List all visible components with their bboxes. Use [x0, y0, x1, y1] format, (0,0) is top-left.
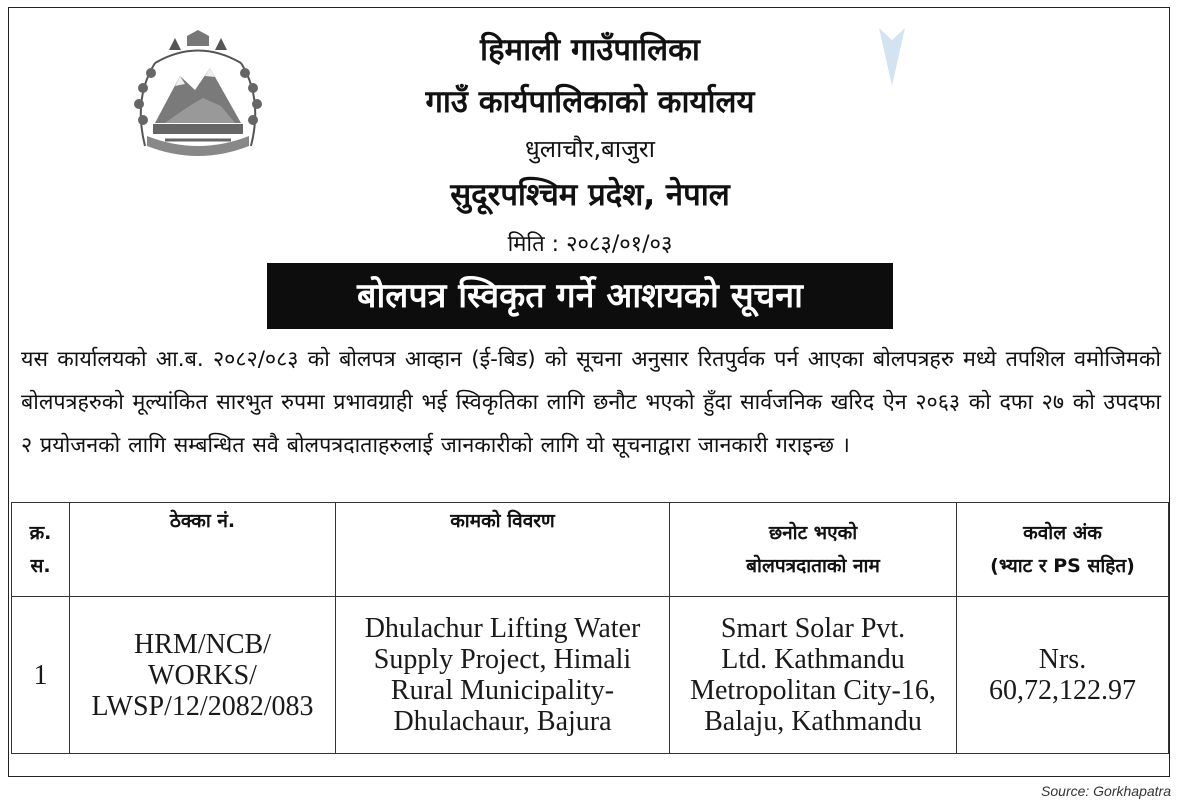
cell-work-description [336, 597, 670, 754]
header-amount-line1: कवोल अंक [1023, 521, 1102, 544]
cell-bidder-name [670, 597, 957, 754]
cell-work-line2: Supply Project, Himali [373, 644, 632, 675]
cell-bid-amount [957, 597, 1169, 754]
cell-work-line4: Dhulachaur, Bajura [393, 706, 612, 737]
cell-serial: 1 [12, 597, 70, 754]
header-contract-label: ठेक्का नं. [169, 510, 236, 532]
header-bidder-line1: छनोट भएको [768, 521, 858, 544]
header-contract-no [70, 503, 336, 597]
header-serial-line1: क्र. [29, 521, 52, 544]
cell-contract-line3: LWSP/12/2082/083 [91, 690, 314, 722]
cell-bidder-line4: Balaju, Kathmandu [704, 706, 922, 737]
notice-date: मिति : २०८३/०१/०३ [507, 232, 673, 257]
municipality-name: हिमाली गाउँपालिका [480, 32, 700, 68]
cell-contract-line2: WORKS/ [148, 659, 257, 691]
cell-amount-line2: 60,72,122.97 [989, 675, 1136, 706]
header-serial-line2: स. [30, 554, 51, 577]
office-name: गाउँ कार्यपालिकाको कार्यालय [425, 84, 755, 120]
table-header-row [12, 503, 1169, 597]
cell-bidder-line3: Metropolitan City-16, [690, 675, 936, 706]
source-credit: Source: Gorkhapatra [1041, 783, 1171, 799]
cell-work-line1: Dhulachur Lifting Water [364, 613, 641, 644]
header-work-label: कामको विवरण [450, 510, 555, 532]
province-country: सुदूरपश्चिम प्रदेश, नेपाल [450, 177, 730, 213]
table-row [12, 597, 1169, 754]
header-serial [12, 503, 70, 597]
bid-table [11, 502, 1169, 754]
cell-contract-line1: HRM/NCB/ [134, 628, 271, 660]
cell-amount-line1: Nrs. [1038, 644, 1087, 675]
cell-bidder-line2: Ltd. Kathmandu [721, 644, 905, 675]
header-amount [957, 503, 1169, 597]
notice-title: बोलपत्र स्विकृत गर्ने आशयको सूचना [267, 263, 893, 329]
header-amount-line2: (भ्याट र PS सहित) [990, 554, 1135, 577]
header-bidder [670, 503, 957, 597]
header-bidder-line2: बोलपत्रदाताको नाम [746, 554, 880, 577]
cell-work-line3: Rural Municipality- [390, 675, 615, 706]
cell-bidder-line1: Smart Solar Pvt. [720, 613, 906, 644]
cell-contract-no [70, 597, 336, 754]
office-address: धुलाचौर,बाजुरा [525, 135, 655, 163]
header-work-description [336, 503, 670, 597]
notice-body: यस कार्यालयको आ.ब. २०८२/०८३ को बोलपत्र आव्हान (ई-बिड) को सूचना अनुसार रितपुर्वक पर्न आएका बोलपत्रहरु मध्ये तपशिल वमोजिमको बोलपत्रहरुको मूल्यांकित सारभुत रुपमा प्रभावग्राही भई स्विकृतिका लागि छनौट भएको हुँदा सार्वजनिक खरिद ऐन २०६३ को दफा २७ को उपदफा २ प्रयोजनको लागि सम्बन्धित सवै बोलपत्रदाताहरुलाई जानकारीको लागि यो सूचनाद्वारा जानकारी गराइन्छ । [21, 347, 1161, 458]
